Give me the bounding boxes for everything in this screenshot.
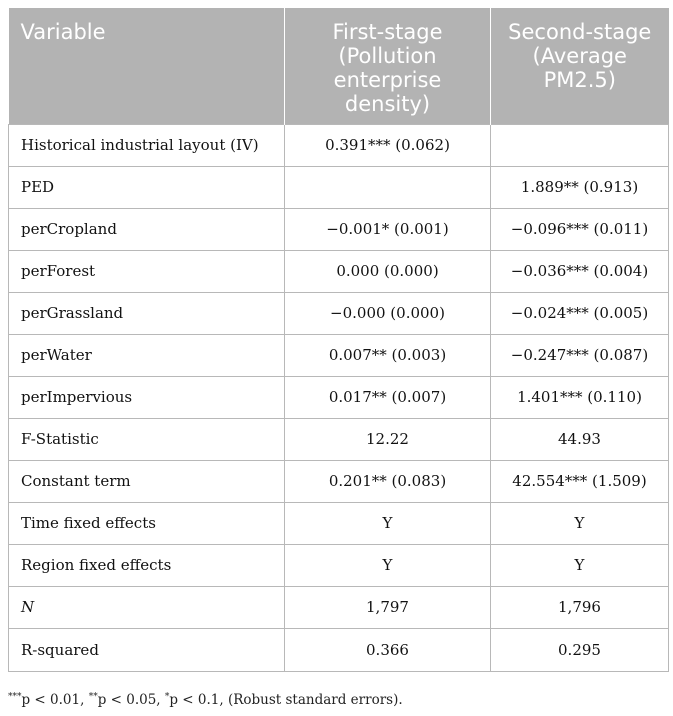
row-first-stage-value: 0.017** (0.007) [285, 376, 491, 418]
footnote-text: p < 0.01, [21, 692, 89, 708]
regression-table [8, 8, 669, 672]
table-row [9, 418, 669, 460]
row-second-stage-value: Y [491, 544, 669, 586]
table-row [9, 376, 669, 418]
table-row [9, 502, 669, 544]
header-variable: Variable [9, 8, 285, 124]
row-first-stage-value: 0.201** (0.083) [285, 460, 491, 502]
row-second-stage-value: 1.401*** (0.110) [491, 376, 669, 418]
row-first-stage-value: 12.22 [285, 418, 491, 460]
table-row [9, 166, 669, 208]
row-second-stage-value: −0.247*** (0.087) [491, 334, 669, 376]
footnote-marker: ** [88, 692, 98, 702]
row-second-stage-value: −0.024*** (0.005) [491, 292, 669, 334]
row-variable: PED [9, 166, 285, 208]
row-first-stage-value: 0.007** (0.003) [285, 334, 491, 376]
row-first-stage-value: Y [285, 502, 491, 544]
footnote-marker: * [164, 692, 170, 702]
table-row [9, 250, 669, 292]
row-variable: R-squared [9, 628, 285, 671]
row-first-stage-value: 1,797 [285, 586, 491, 628]
row-second-stage-value: 0.295 [491, 628, 669, 671]
row-second-stage-value: −0.036*** (0.004) [491, 250, 669, 292]
row-first-stage-value: 0.000 (0.000) [285, 250, 491, 292]
table-row [9, 208, 669, 250]
row-first-stage-value [285, 166, 491, 208]
row-second-stage-value: Y [491, 502, 669, 544]
row-variable: perGrassland [9, 292, 285, 334]
row-variable: Region fixed effects [9, 544, 285, 586]
table-footnote [8, 692, 403, 708]
table-row [9, 628, 669, 671]
row-second-stage-value: −0.096*** (0.011) [491, 208, 669, 250]
row-first-stage-value: −0.001* (0.001) [285, 208, 491, 250]
header-first-stage: First-stage (Pollution enterprise density) [285, 8, 491, 124]
row-first-stage-value: 0.366 [285, 628, 491, 671]
table-row [9, 460, 669, 502]
row-variable: Historical industrial layout (IV) [9, 124, 285, 166]
table-row [9, 292, 669, 334]
footnote-marker: *** [8, 692, 22, 702]
row-second-stage-value: 1,796 [491, 586, 669, 628]
row-second-stage-value: 42.554*** (1.509) [491, 460, 669, 502]
table-row [9, 586, 669, 628]
row-variable: F-Statistic [9, 418, 285, 460]
row-variable: perCropland [9, 208, 285, 250]
row-variable: perForest [9, 250, 285, 292]
row-first-stage-value: −0.000 (0.000) [285, 292, 491, 334]
table-row [9, 334, 669, 376]
row-variable: Constant term [9, 460, 285, 502]
footnote-text: p < 0.1, (Robust standard errors). [169, 692, 403, 708]
table-header-row [9, 8, 669, 124]
row-variable: perWater [9, 334, 285, 376]
row-second-stage-value: 1.889** (0.913) [491, 166, 669, 208]
row-variable: Time fixed effects [9, 502, 285, 544]
row-variable: N [9, 586, 285, 628]
row-second-stage-value: 44.93 [491, 418, 669, 460]
header-second-stage: Second-stage (Average PM2.5) [491, 8, 669, 124]
row-second-stage-value [491, 124, 669, 166]
footnote-text: p < 0.05, [97, 692, 165, 708]
row-first-stage-value: 0.391*** (0.062) [285, 124, 491, 166]
table-row [9, 124, 669, 166]
regression-table-container [8, 8, 668, 672]
row-first-stage-value: Y [285, 544, 491, 586]
table-row [9, 544, 669, 586]
row-variable: perImpervious [9, 376, 285, 418]
